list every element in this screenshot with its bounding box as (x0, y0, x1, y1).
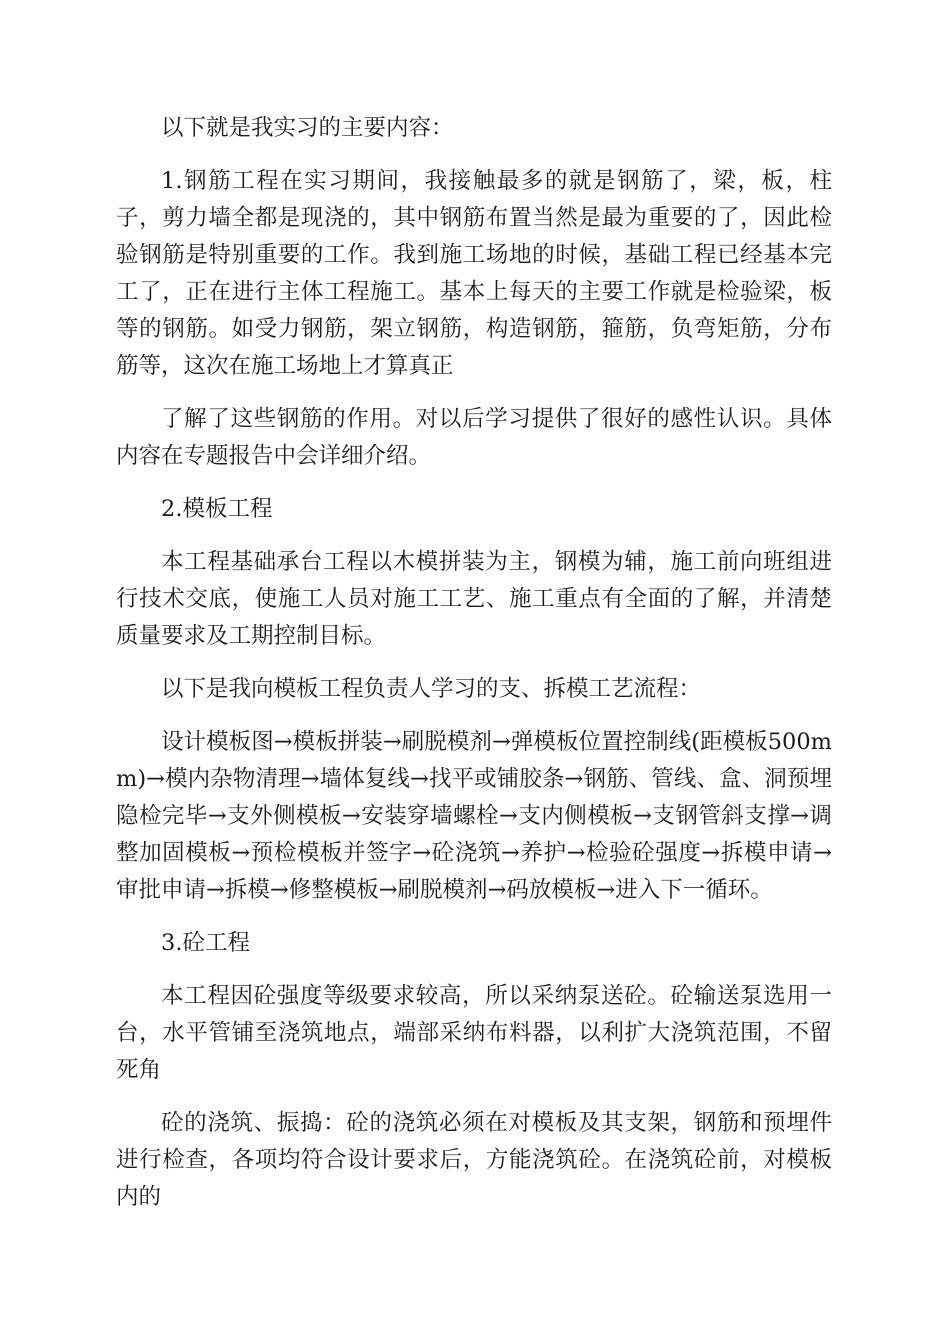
paragraph-rebar-work: 1.钢筋工程在实习期间，我接触最多的就是钢筋了，梁，板，柱子，剪力墙全都是现浇的，其中钢筋布置当然是最为重要的了，因此检验钢筋是特别重要的工作。我到施工场地的时候，基础工程已经基本完工了，正在进行主体工程施工。基本上每天的主要工作就是检验梁，板等的钢筋。如受力钢筋，架立钢筋，构造钢筋，箍筋，负弯矩筋，分布筋等，这次在施工场地上才算真正 (116, 168, 832, 379)
section-heading-concrete: 3.砼工程 (161, 930, 250, 956)
paragraph-concrete-pouring: 砼的浇筑、振捣：砼的浇筑必须在对模板及其支架，钢筋和预埋件进行检查，各项均符合设计要求后，方能浇筑砼。在浇筑砼前，对模板内的 (116, 1110, 832, 1210)
paragraph-formwork: 本工程基础承台工程以木模拼装为主，钢模为辅，施工前向班组进行技术交底，使施工人员对施工工艺、施工重点有全面的了解，并清楚质量要求及工期控制目标。 (116, 549, 832, 649)
paragraph-process-flow: 设计模板图→模板拼装→刷脱模剂→弹模板位置控制线(距模板500mm)→模内杂物清理→墙体复线→找平或铺胶条→钢筋、管线、盒、洞预埋隐检完毕→支外侧模板→安装穿墙螺栓→支内侧模板→支钢管斜支撑→调整加固模板→预检模板并签字→砼浇筑→养护→检验砼强度→拆模申请→审批申请→拆模→修整模板→刷脱模剂→码放模板→进入下一循环。 (116, 729, 832, 903)
paragraph-rebar-continued: 了解了这些钢筋的作用。对以后学习提供了很好的感性认识。具体内容在专题报告中会详细介绍。 (116, 406, 832, 469)
paragraph-concrete-pump: 本工程因砼强度等级要求较高，所以采纳泵送砼。砼输送泵选用一台，水平管铺至浇筑地点，端部采纳布料器，以利扩大浇筑范围，不留死角 (116, 983, 832, 1083)
document-body (116, 110, 832, 1216)
paragraph-intro: 以下就是我实习的主要内容： (161, 115, 454, 141)
paragraph-process-intro: 以下是我向模板工程负责人学习的支、拆模工艺流程： (161, 676, 702, 702)
section-heading-formwork: 2.模板工程 (161, 496, 273, 522)
